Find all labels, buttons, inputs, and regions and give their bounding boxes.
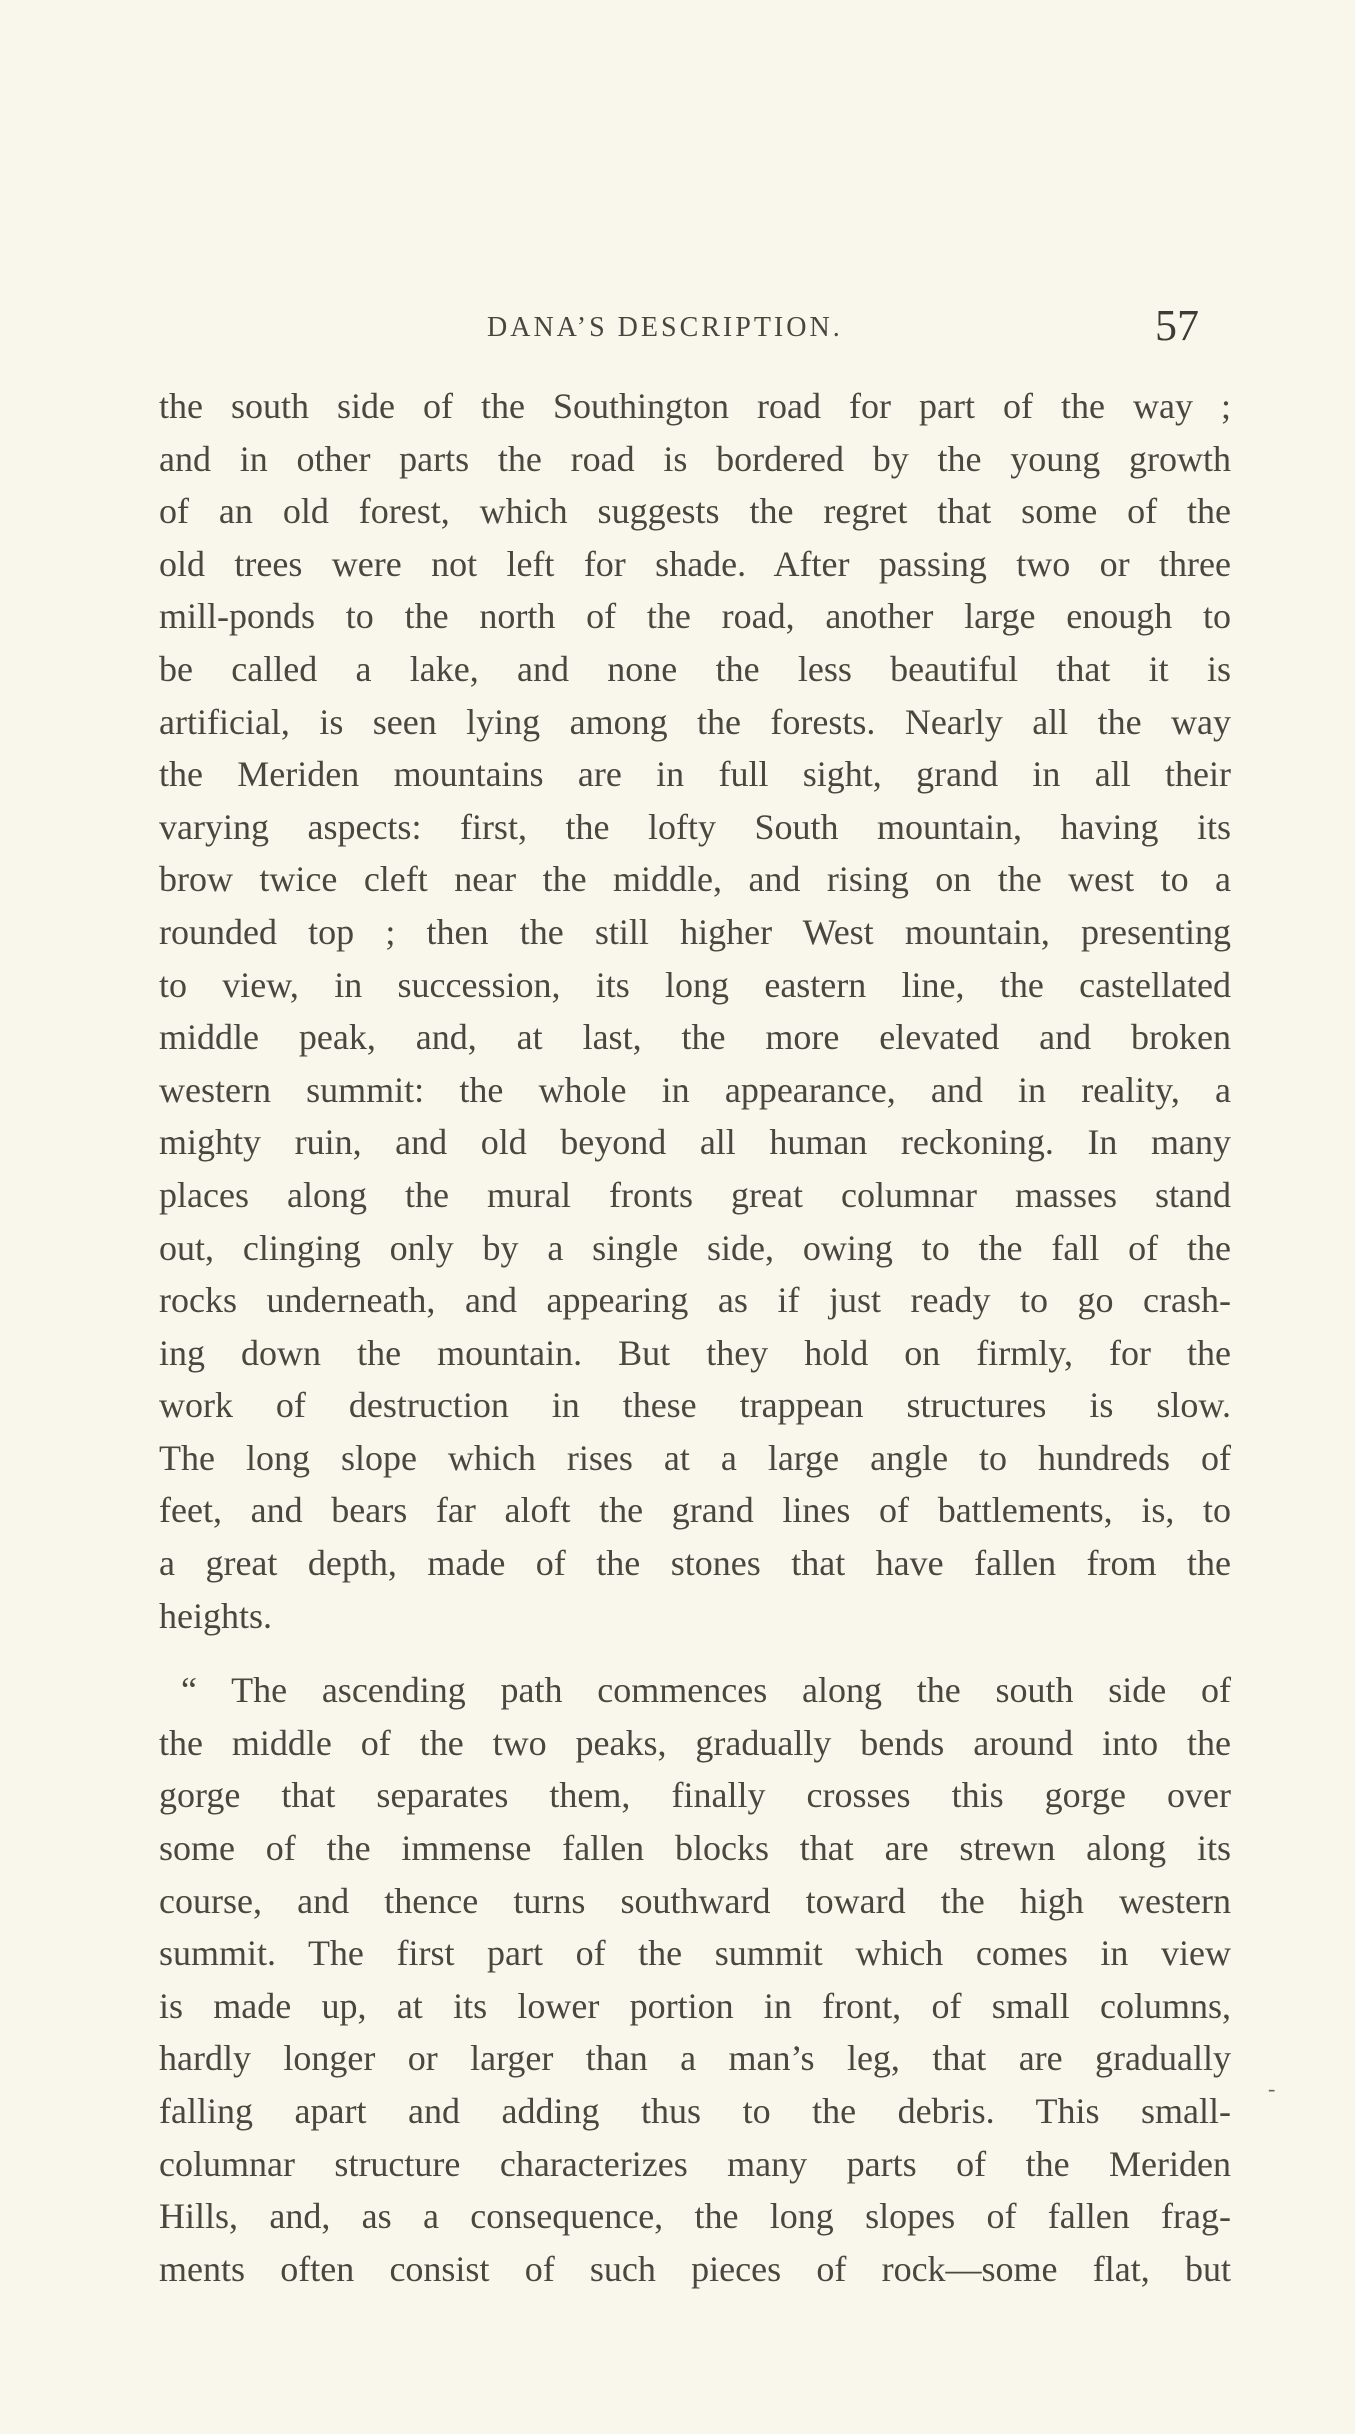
body-text: [159, 380, 1231, 2295]
text-line: gorge that separates them, finally crosses this gorge over: [159, 1775, 1231, 1816]
text-line: “ The ascending path commences along the south side of: [181, 1670, 1231, 1711]
text-line: old trees were not left for shade. After passing two or three: [159, 543, 1231, 584]
running-title: DANA’S DESCRIPTION.: [487, 312, 843, 343]
text-line: columnar structure characterizes many parts of the Meriden: [159, 2143, 1231, 2184]
text-line: to view, in succession, its long eastern line, the castellated: [159, 964, 1231, 1005]
text-line: ments often consist of such pieces of rock—some flat, but: [159, 2248, 1231, 2289]
text-line: rounded top ; then the still higher West mountain, presenting: [159, 911, 1231, 952]
text-line: places along the mural fronts great columnar masses stand: [159, 1174, 1231, 1215]
text-line: a great depth, made of the stones that have fallen from the: [159, 1543, 1231, 1584]
text-line: course, and thence turns southward toward the high western: [159, 1880, 1231, 1921]
text-line: of an old forest, which suggests the regret that some of the: [159, 491, 1231, 532]
text-line: feet, and bears far aloft the grand lines of battlements, is, to: [159, 1490, 1231, 1531]
text-line: heights.: [159, 1595, 272, 1636]
text-line: artificial, is seen lying among the forests. Nearly all the way: [159, 701, 1231, 742]
text-line: the south side of the Southington road for part of the way ;: [159, 386, 1231, 426]
text-line: is made up, at its lower portion in front, of small columns,: [159, 1985, 1231, 2026]
text-line: The long slope which rises at a large angle to hundreds of: [159, 1437, 1231, 1478]
paragraph: [159, 380, 1231, 1642]
text-line: out, clinging only by a single side, owing to the fall of the: [159, 1227, 1231, 1268]
text-line: rocks underneath, and appearing as if just ready to go crash-: [159, 1280, 1231, 1321]
text-line: brow twice cleft near the middle, and rising on the west to a: [159, 859, 1231, 900]
text-line: varying aspects: first, the lofty South mountain, having its: [159, 806, 1231, 847]
text-line: the middle of the two peaks, gradually bends around into the: [159, 1722, 1231, 1763]
text-line: the Meriden mountains are in full sight, grand in all their: [159, 754, 1231, 795]
text-line: some of the immense fallen blocks that are strewn along its: [159, 1828, 1231, 1869]
margin-mark: -: [1268, 2076, 1276, 2101]
text-line: and in other parts the road is bordered by the young growth: [159, 438, 1231, 479]
text-line: hardly longer or larger than a man’s leg, that are gradually: [159, 2038, 1231, 2079]
text-line: mighty ruin, and old beyond all human reckoning. In many: [159, 1122, 1231, 1163]
text-line: be called a lake, and none the less beautiful that it is: [159, 648, 1231, 689]
running-head: [0, 298, 1355, 358]
text-line: work of destruction in these trappean structures is slow.: [159, 1385, 1231, 1426]
text-line: ing down the mountain. But they hold on firmly, for the: [159, 1332, 1231, 1373]
text-line: falling apart and adding thus to the debris. This small-: [159, 2091, 1231, 2131]
text-line: mill-ponds to the north of the road, another large enough to: [159, 596, 1231, 637]
text-line: summit. The first part of the summit which comes in view: [159, 1933, 1231, 1974]
paragraph: [159, 1664, 1231, 2295]
paragraph-gap: [159, 1642, 1231, 1664]
text-line: Hills, and, as a consequence, the long slopes of fallen frag-: [159, 2196, 1231, 2237]
text-line: middle peak, and, at last, the more elevated and broken: [159, 1017, 1231, 1058]
page-number: 57: [1155, 301, 1199, 350]
text-line: western summit: the whole in appearance, and in reality, a: [159, 1069, 1231, 1110]
